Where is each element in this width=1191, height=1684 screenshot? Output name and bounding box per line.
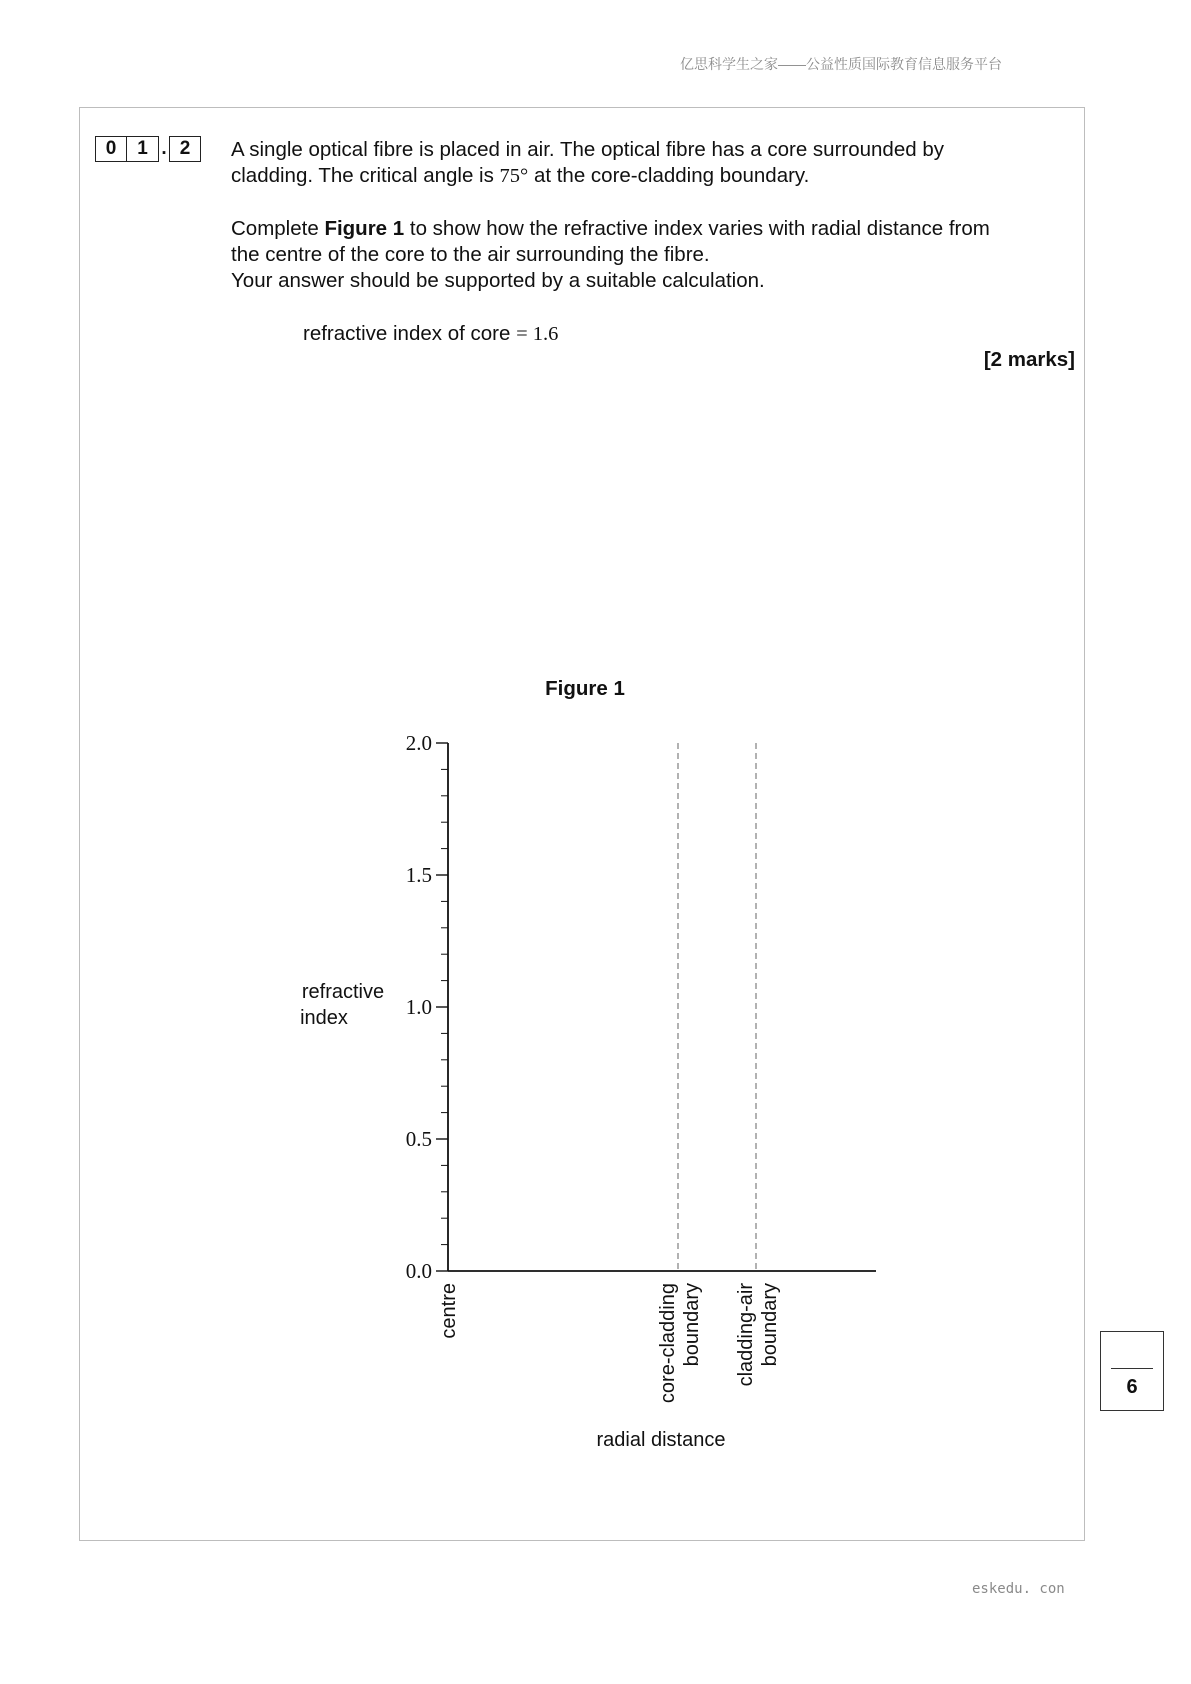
x-marker-label: boundary	[759, 1283, 781, 1367]
footer-site: eskedu. con	[972, 1581, 1065, 1597]
y-tick-label: 0.5	[405, 1127, 432, 1151]
given-data	[303, 321, 1143, 347]
question-task	[231, 216, 1071, 294]
question-stem	[231, 137, 1071, 189]
figure-reference: Figure 1	[324, 217, 405, 240]
header-banner: 亿思科学生之家——公益性质国际教育信息服务平台	[680, 56, 1002, 72]
figure-title: Figure 1	[545, 677, 625, 700]
question-digit: 1	[127, 136, 159, 162]
stem-line-2	[231, 163, 1071, 189]
y-tick-label: 2.0	[405, 731, 432, 755]
x-marker-label: boundary	[681, 1283, 703, 1367]
y-tick-label: 0.0	[405, 1259, 432, 1283]
page-marks-box	[1100, 1331, 1164, 1411]
task-text: to show how the refractive index varies with radial distance from	[404, 217, 990, 240]
question-digit: 2	[169, 136, 201, 162]
x-axis-label: radial distance	[596, 1429, 726, 1451]
task-line-3: Your answer should be supported by a suitable calculation.	[231, 269, 765, 292]
question-number	[95, 136, 201, 162]
x-marker-label: core-cladding	[657, 1283, 679, 1404]
given-value: = 1.6	[516, 323, 559, 345]
stem-line-1: A single optical fibre is placed in air. The optical fibre has a core surrounded by	[231, 138, 944, 161]
y-tick-label: 1.0	[405, 995, 432, 1019]
critical-angle-value: 75°	[499, 165, 529, 187]
page-number: 6	[1126, 1376, 1138, 1398]
y-axis-label-line-2: index	[300, 1007, 348, 1029]
question-separator: .	[161, 138, 167, 159]
task-text: Complete	[231, 217, 325, 240]
x-marker-label: cladding-air	[735, 1283, 757, 1387]
page-box-rule	[1111, 1368, 1153, 1369]
y-tick-label: 1.5	[405, 863, 432, 887]
x-marker-label: centre	[438, 1283, 460, 1339]
question-digit: 0	[95, 136, 127, 162]
task-line-1	[231, 216, 1071, 242]
stem-text: at the core-cladding boundary.	[528, 164, 810, 187]
y-axis-label-line-1: refractive	[301, 981, 385, 1003]
given-label: refractive index of core	[303, 322, 517, 345]
task-line-2: the centre of the core to the air surrounding the fibre.	[231, 243, 710, 266]
stem-text: cladding. The critical angle is	[231, 164, 500, 187]
marks-label: [2 marks]	[983, 348, 1075, 371]
